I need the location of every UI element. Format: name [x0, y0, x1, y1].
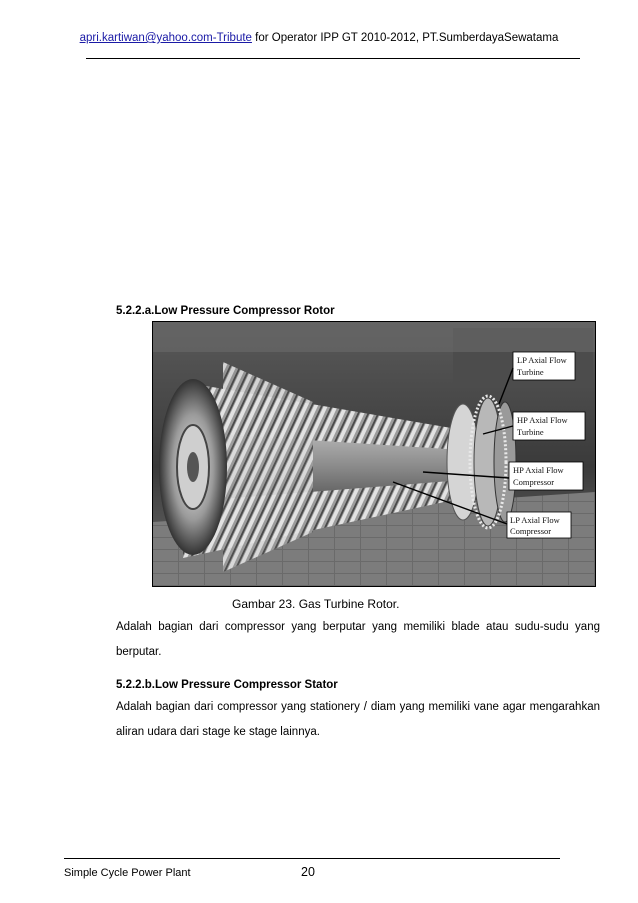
callout-lp-turbine-line1: LP Axial Flow — [517, 355, 567, 365]
figure-caption: Gambar 23. Gas Turbine Rotor. — [232, 597, 400, 611]
header-divider — [86, 58, 580, 59]
callout-hp-turbine-line1: HP Axial Flow — [517, 415, 568, 425]
header-email-link[interactable]: apri.kartiwan@yahoo.com-Tribute — [79, 32, 252, 44]
gas-turbine-rotor-figure — [152, 321, 596, 587]
footer-divider — [64, 858, 560, 859]
callout-lp-compressor-line2: Compressor — [510, 526, 552, 536]
callout-lp-turbine-line2: Turbine — [517, 367, 544, 377]
section-a-paragraph: Adalah bagian dari compressor yang berputar yang memiliki blade atau sudu-sudu yang berputar. — [116, 621, 600, 658]
callout-hp-turbine-line2: Turbine — [517, 427, 544, 437]
section-b-paragraph: Adalah bagian dari compressor yang stationery / diam yang memiliki vane agar mengarahkan aliran udara dari stage ke stage lainnya. — [116, 701, 600, 738]
callout-lp-compressor-line1: LP Axial Flow — [510, 515, 560, 525]
section-b-heading: 5.2.2.b.Low Pressure Compressor Stator — [116, 679, 338, 691]
section-a-heading: 5.2.2.a.Low Pressure Compressor Rotor — [116, 305, 335, 317]
page-number: 20 — [301, 865, 315, 879]
callout-hp-compressor-line2: Compressor — [513, 477, 555, 487]
page-header — [0, 32, 638, 44]
rotor-photo-illustration — [153, 322, 595, 586]
callout-hp-compressor-line1: HP Axial Flow — [513, 465, 564, 475]
header-text: for Operator IPP GT 2010-2012, PT.SumberdayaSewatama — [251, 32, 559, 44]
footer-title: Simple Cycle Power Plant — [64, 867, 191, 879]
